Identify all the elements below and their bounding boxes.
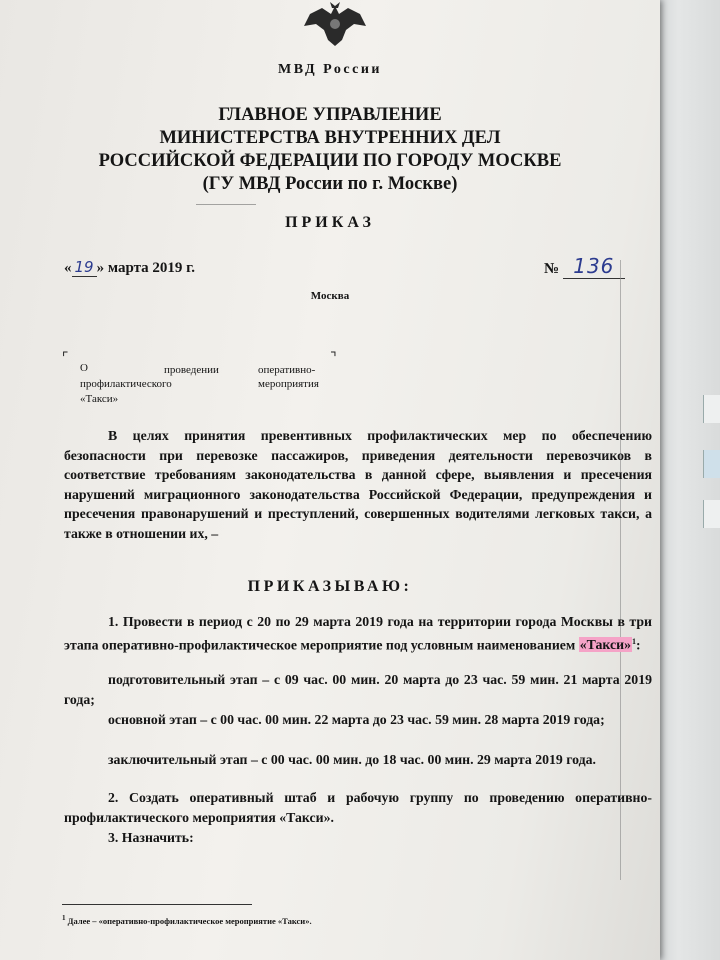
preamble-paragraph: В целях принятия превентивных профилактических мер по обеспечению безопасности при перевозке пассажиров, приведения деятельности перевозчиков в соответствие требованиям законодательства в данной сфере, выявления и пресечения нарушений миграционного законодательства Российской Федерации, предупреждения и пресечения правонарушений и преступлений, совершенных водителями легковых такси, а также в отношении их, – bbox=[64, 428, 652, 541]
corner-bracket-left: ⌜ bbox=[62, 350, 69, 366]
city: Москва bbox=[310, 290, 350, 302]
margin-pencil-line bbox=[620, 260, 621, 880]
subject-word: мероприятия bbox=[258, 378, 319, 390]
sheet-strip bbox=[703, 500, 720, 528]
footnote bbox=[62, 914, 312, 926]
authority-line: (ГУ МВД России по г. Москве) bbox=[202, 174, 458, 194]
highlighted-operation-name: «Такси» bbox=[579, 637, 631, 653]
date-quote: « bbox=[64, 260, 72, 276]
order-date bbox=[64, 258, 195, 277]
date-rest: » марта 2019 г. bbox=[96, 260, 196, 276]
number-label: № bbox=[544, 261, 560, 277]
stage-paragraph: заключительный этап – с 00 час. 00 мин. до 18 час. 00 мин. 29 марта 2019 года. bbox=[108, 752, 597, 767]
document-type-title: ПРИКАЗ bbox=[285, 214, 375, 231]
subject-word: профилактического bbox=[80, 378, 172, 390]
subject-word: О bbox=[80, 362, 88, 374]
footnote-text: Далее – «оперативно-профилактическое мероприятие «Такси». bbox=[67, 915, 312, 926]
footnote-reference: 1 bbox=[632, 636, 636, 646]
order-number bbox=[544, 254, 625, 279]
authority-line: ГЛАВНОЕ УПРАВЛЕНИЕ bbox=[218, 105, 442, 125]
item-2-paragraph: 2. Создать оперативный штаб и рабочую группу по проведению оперативно-профилактического мероприятия «Такси». bbox=[64, 790, 652, 825]
authority-line: РОССИЙСКОЙ ФЕДЕРАЦИИ ПО ГОРОДУ МОСКВЕ bbox=[98, 151, 562, 171]
footnote-mark: 1 bbox=[62, 914, 66, 922]
sheet-strip bbox=[703, 395, 720, 423]
handwritten-day: 19 bbox=[72, 258, 97, 277]
footnote-rule bbox=[62, 904, 252, 905]
subject-word: «Такси» bbox=[80, 393, 119, 405]
double-headed-eagle-emblem bbox=[300, 0, 370, 48]
handwritten-number: 136 bbox=[573, 254, 615, 278]
org-short-name: МВД России bbox=[278, 62, 382, 77]
pencil-mark bbox=[196, 204, 256, 205]
item-1-text: 1. Провести в период с 20 по 29 марта 2019 года на территории города Москвы в три этапа оперативно-профилактическое мероприятие под условным наименованием bbox=[64, 614, 652, 653]
subject-word: оперативно- bbox=[258, 364, 316, 376]
stage-paragraph: подготовительный этап – с 09 час. 00 мин. 20 марта до 23 час. 59 мин. 21 марта 2019 года; bbox=[64, 672, 652, 707]
item-1-paragraph bbox=[64, 612, 652, 655]
stage-paragraph: основной этап – с 00 час. 00 мин. 22 марта до 23 час. 59 мин. 28 марта 2019 года; bbox=[108, 712, 605, 727]
command-heading: ПРИКАЗЫВАЮ: bbox=[247, 578, 413, 595]
background-sheets bbox=[650, 0, 720, 960]
item-3-paragraph: 3. Назначить: bbox=[108, 830, 194, 845]
sheet-strip bbox=[703, 450, 720, 478]
corner-bracket-right: ⌝ bbox=[330, 350, 337, 366]
authority-line: МИНИСТЕРСТВА ВНУТРЕННИХ ДЕЛ bbox=[159, 128, 501, 148]
item-1-colon: : bbox=[636, 637, 641, 653]
issuing-authority bbox=[0, 104, 660, 196]
subject-word: проведении bbox=[164, 364, 219, 376]
